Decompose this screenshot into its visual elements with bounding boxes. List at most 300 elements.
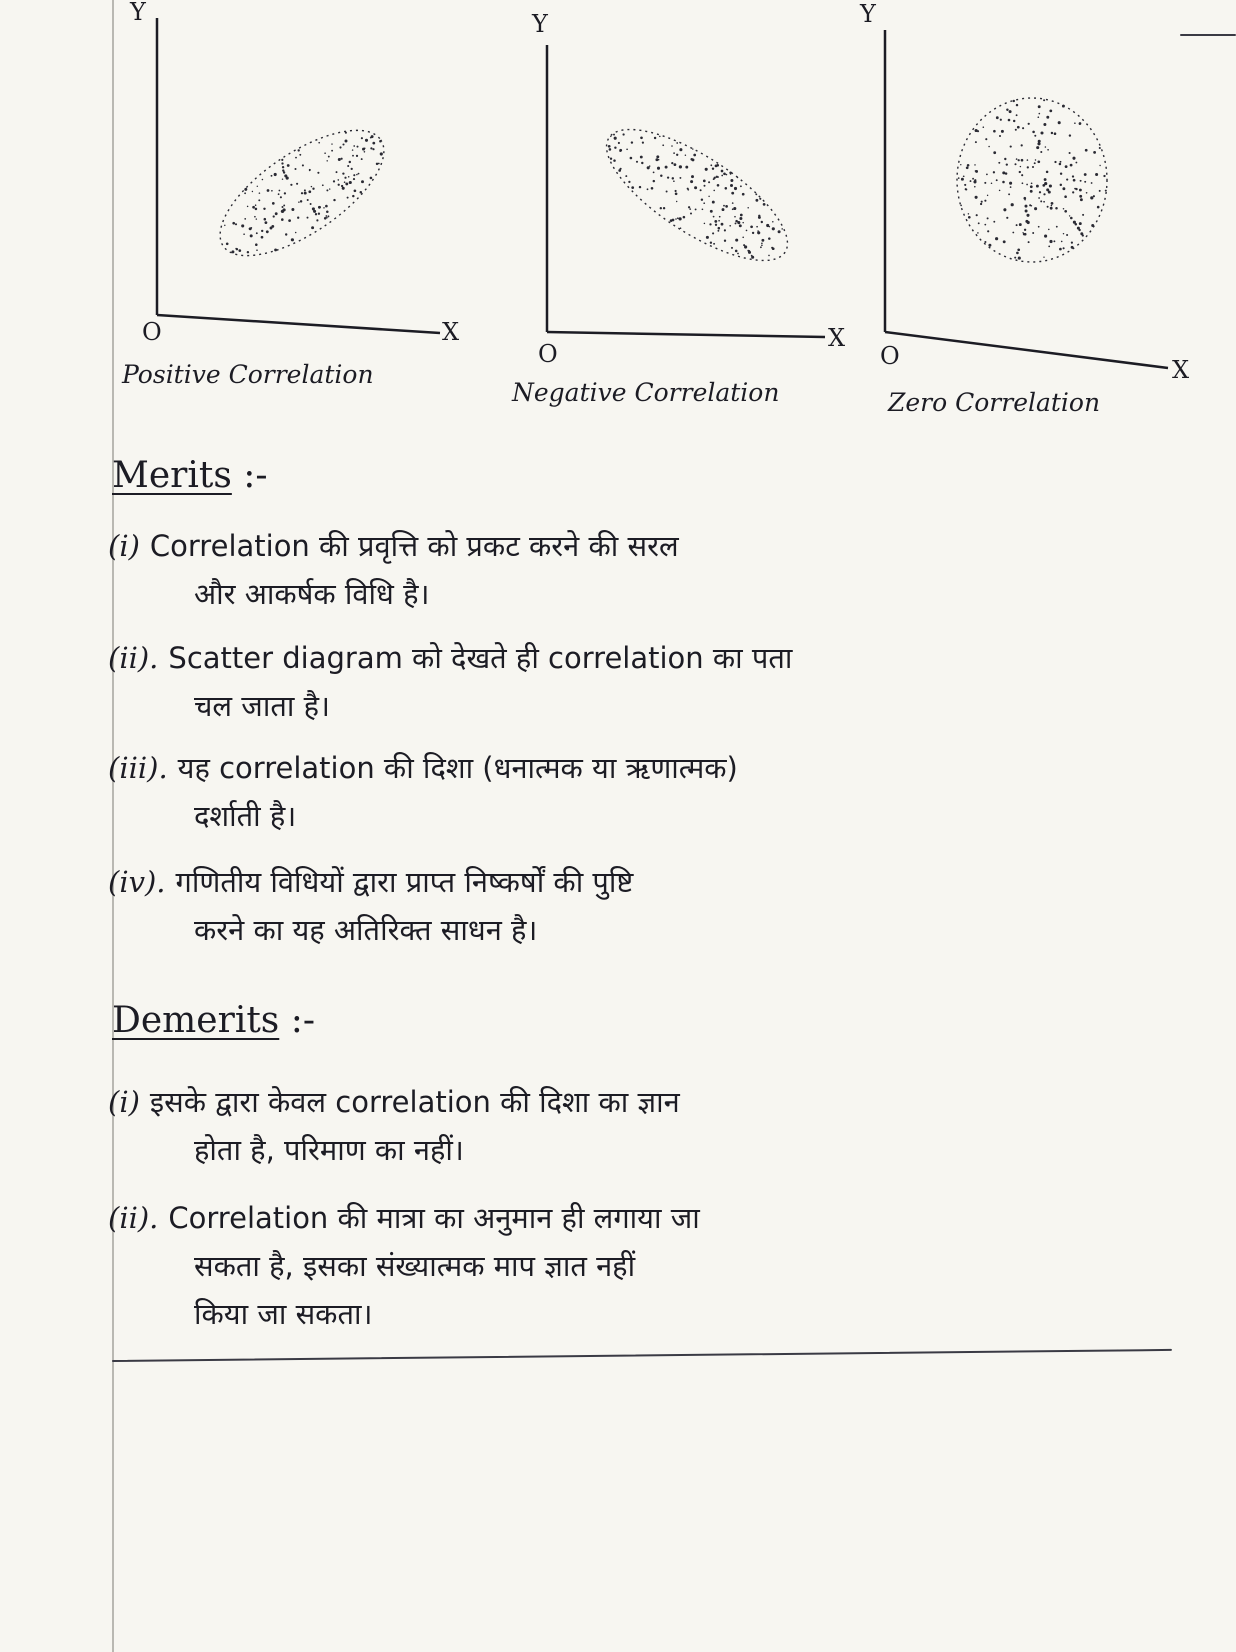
- merits-heading: [112, 455, 268, 496]
- scatter-point: [1038, 226, 1040, 228]
- scatter-point: [1024, 233, 1027, 236]
- scatter-point: [352, 195, 354, 197]
- scatter-point: [1031, 182, 1033, 184]
- scatter-outline: [957, 98, 1107, 262]
- scatter-point: [663, 207, 665, 209]
- scatter-point: [1072, 157, 1075, 160]
- scatter-point: [290, 184, 292, 186]
- scatter-point: [712, 232, 714, 234]
- scatter-point: [264, 218, 267, 221]
- scatter-point: [1036, 185, 1039, 188]
- scatter-point: [1027, 221, 1030, 224]
- demerits-title: Demerits: [112, 1000, 280, 1041]
- scatter-point: [1029, 204, 1031, 206]
- scatter-point: [742, 222, 744, 224]
- demerit-item-2: [108, 1194, 1188, 1338]
- scatter-point: [304, 189, 306, 191]
- scatter-point: [1056, 226, 1058, 228]
- scatter-point: [342, 187, 345, 190]
- scatter-point: [1071, 242, 1073, 244]
- scatter-point: [708, 196, 709, 197]
- scatter-point: [1008, 119, 1011, 122]
- scatter-point: [361, 180, 364, 183]
- scatter-point: [653, 180, 655, 182]
- scatter-point: [1021, 144, 1023, 146]
- scatter-point: [274, 173, 277, 176]
- scatter-point: [1000, 119, 1002, 121]
- demerits-heading: [112, 1000, 315, 1041]
- scatter-point: [631, 186, 634, 189]
- scatter-point: [676, 201, 677, 202]
- scatter-point: [772, 247, 775, 250]
- merit-number: (iv).: [108, 865, 166, 899]
- scatter-point: [679, 148, 682, 151]
- scatter-point: [740, 214, 743, 217]
- scatter-point: [966, 166, 969, 169]
- scatter-point: [247, 206, 249, 208]
- scatter-point: [778, 230, 781, 233]
- plot-negative: [531, 10, 845, 368]
- scatter-point: [1048, 229, 1050, 231]
- scatter-point: [1066, 234, 1068, 236]
- scatter-point: [1105, 190, 1107, 192]
- scatter-point: [1023, 197, 1026, 200]
- scatter-point: [1062, 105, 1065, 108]
- scatter-point: [324, 217, 327, 220]
- scatter-point: [1073, 179, 1076, 182]
- scatter-point: [1099, 147, 1101, 149]
- scatter-point: [1069, 215, 1070, 216]
- scatter-point: [291, 208, 294, 211]
- scatter-point: [298, 201, 300, 203]
- scatter-point: [735, 222, 737, 224]
- scatter-point: [1060, 184, 1062, 186]
- scatter-point: [364, 151, 366, 153]
- scatter-point: [328, 156, 330, 158]
- scatter-point: [675, 218, 677, 220]
- plot-negative-x-label: X: [828, 324, 846, 352]
- scatter-point: [370, 137, 372, 139]
- scatter-point: [676, 142, 678, 144]
- scatter-point: [313, 210, 316, 213]
- scatter-point: [1071, 246, 1074, 249]
- scatter-point: [712, 167, 714, 169]
- scatter-point: [690, 158, 693, 161]
- scatter-point: [1039, 191, 1041, 193]
- scatter-point: [984, 200, 986, 202]
- scatter-point: [300, 200, 302, 202]
- scatter-point: [1021, 174, 1023, 176]
- scatter-point: [274, 248, 277, 251]
- scatter-point: [1034, 135, 1036, 137]
- scatter-point: [1006, 163, 1008, 165]
- scatter-point: [1049, 184, 1052, 187]
- scatter-point: [1002, 171, 1005, 174]
- scatter-point: [614, 146, 616, 148]
- scatter-point: [772, 221, 774, 223]
- scatter-point: [660, 174, 662, 176]
- scatter-point: [1037, 160, 1040, 163]
- scatter-point: [235, 248, 237, 250]
- scatter-point: [769, 226, 770, 227]
- scatter-point: [325, 205, 328, 208]
- scatter-point: [329, 188, 330, 189]
- scatter-point: [1043, 201, 1045, 203]
- scatter-point: [730, 184, 733, 187]
- scatter-point: [1054, 161, 1056, 163]
- scatter-point: [309, 169, 311, 171]
- scatter-point: [683, 216, 686, 219]
- scatter-point: [261, 230, 263, 232]
- scatter-point: [1003, 240, 1006, 243]
- scatter-point: [976, 214, 978, 216]
- merit-number: (ii).: [108, 641, 159, 675]
- scatter-point: [1093, 195, 1095, 197]
- scatter-point: [772, 227, 775, 230]
- scatter-point: [721, 170, 724, 173]
- scatter-point: [713, 243, 715, 245]
- scatter-point: [967, 164, 970, 167]
- scatter-point: [261, 236, 264, 239]
- scatter-point: [724, 229, 726, 231]
- scatter-point: [746, 230, 748, 232]
- scatter-point: [642, 142, 644, 144]
- scatter-point: [226, 242, 229, 245]
- scatter-point: [724, 240, 726, 242]
- scatter-point: [676, 154, 678, 156]
- scatter-point: [231, 250, 234, 253]
- scatter-point: [254, 216, 256, 218]
- scatter-point: [687, 189, 689, 191]
- scatter-point: [1030, 190, 1033, 193]
- scatter-point: [988, 244, 991, 247]
- scatter-point: [243, 233, 245, 235]
- scatter-point: [999, 190, 1001, 192]
- scatter-point: [656, 155, 659, 158]
- scatter-point: [619, 149, 622, 152]
- scatter-point: [272, 202, 275, 205]
- scatter-point: [302, 164, 304, 166]
- scatter-point: [713, 216, 715, 218]
- scatter-point: [319, 206, 321, 208]
- scatter-point: [1019, 171, 1021, 173]
- scatter-point: [660, 207, 662, 209]
- scatter-point: [1099, 165, 1100, 166]
- scatter-point: [1051, 132, 1053, 134]
- scatter-point: [341, 158, 343, 160]
- scatter-point: [298, 149, 300, 151]
- demerits-suffix: :-: [290, 1000, 316, 1041]
- scatter-point: [1035, 159, 1036, 160]
- scatter-point: [983, 126, 985, 128]
- scatter-point: [1091, 224, 1094, 227]
- scatter-point: [235, 223, 237, 225]
- scatter-point: [735, 250, 738, 253]
- scatter-point: [370, 177, 373, 180]
- scatter-point: [1066, 179, 1068, 181]
- scatter-point: [255, 243, 258, 246]
- scatter-point: [1075, 223, 1078, 226]
- scatter-point: [1051, 202, 1054, 205]
- scatter-point: [1028, 241, 1030, 243]
- scatter-point: [675, 192, 678, 195]
- demerit-number: (i): [108, 1085, 140, 1119]
- scatter-point: [1075, 162, 1077, 164]
- scatter-point: [365, 139, 368, 142]
- scatter-point: [284, 192, 286, 194]
- scatter-point: [311, 186, 312, 187]
- scatter-point: [345, 140, 348, 143]
- scatter-point: [356, 174, 357, 175]
- scatter-point: [700, 189, 702, 191]
- scatter-point: [993, 151, 996, 154]
- scatter-point: [690, 180, 693, 183]
- scatter-point: [709, 223, 711, 225]
- scatter-point: [730, 173, 732, 175]
- scatter-point: [667, 176, 669, 178]
- scatter-point: [647, 188, 649, 190]
- scatter-point: [1097, 206, 1100, 209]
- scatter-point: [283, 208, 286, 211]
- plot-positive: [129, 0, 459, 346]
- scatter-point: [326, 189, 328, 191]
- scatter-point: [703, 180, 706, 183]
- scatter-point: [1004, 158, 1006, 160]
- scatter-point: [1084, 181, 1086, 183]
- scatter-point: [975, 196, 978, 199]
- scatter-point: [1063, 233, 1064, 234]
- scatter-point: [986, 174, 988, 176]
- scatter-point: [748, 251, 751, 254]
- scatter-point: [630, 157, 633, 160]
- scatter-point: [291, 238, 294, 241]
- demerit-text-line3: किया जा सकता।: [194, 1297, 373, 1331]
- merit-text-line2: दर्शाती है।: [194, 799, 297, 833]
- scatter-point: [710, 164, 712, 166]
- scatter-point: [756, 226, 758, 228]
- scatter-point: [996, 116, 999, 119]
- scatter-point: [670, 219, 673, 222]
- scatter-point: [1074, 122, 1076, 124]
- scatter-point: [275, 212, 278, 215]
- merit-item-2: [108, 634, 1188, 730]
- scatter-point: [1095, 173, 1098, 176]
- scatter-point: [1099, 190, 1101, 192]
- scatter-point: [257, 186, 258, 187]
- scatter-point: [614, 137, 617, 140]
- scatter-point: [284, 174, 287, 177]
- scatter-point: [1049, 240, 1052, 243]
- scatter-point: [641, 162, 643, 164]
- scatter-point: [1080, 180, 1082, 182]
- scatter-point: [712, 201, 715, 204]
- scatter-point: [740, 185, 742, 187]
- scatter-point: [1022, 127, 1024, 129]
- scatter-point: [244, 218, 246, 220]
- scatter-point: [353, 145, 355, 147]
- scatter-point: [1030, 185, 1033, 188]
- scatter-point: [706, 236, 709, 239]
- scatter-point: [692, 148, 693, 149]
- scatter-point: [1018, 257, 1021, 260]
- scatter-point: [1093, 151, 1096, 154]
- scatter-point: [1091, 182, 1093, 184]
- scatter-point: [331, 143, 332, 144]
- scatter-point: [737, 253, 739, 255]
- plot-positive-x-axis: [157, 315, 440, 333]
- scatter-point: [283, 204, 285, 206]
- scatter-point: [1047, 149, 1049, 151]
- scatter-point: [356, 155, 358, 157]
- scatter-point: [1002, 181, 1005, 184]
- scatter-outline: [588, 106, 806, 284]
- scatter-point: [613, 134, 615, 136]
- plot-positive-y-label: Y: [130, 0, 146, 26]
- scatter-point: [715, 224, 717, 226]
- scatter-point: [1082, 214, 1084, 216]
- scatter-point: [975, 170, 977, 172]
- scatter-point: [282, 169, 284, 171]
- caption-negative-correlation: Negative Correlation: [512, 378, 780, 407]
- scatter-point: [963, 175, 965, 177]
- scatter-point: [278, 193, 280, 195]
- scatter-point: [1064, 210, 1067, 213]
- scatter-point: [1012, 232, 1014, 234]
- scatter-point: [342, 172, 344, 174]
- scatter-point: [636, 161, 638, 163]
- scatter-point: [1065, 165, 1068, 168]
- scatter-point: [1040, 131, 1043, 134]
- scatter-point: [280, 196, 282, 198]
- scatter-point: [718, 227, 721, 230]
- scatter-point: [739, 224, 742, 227]
- scatter-point: [640, 136, 643, 139]
- merit-text-line2: करने का यह अतिरिक्त साधन है।: [194, 913, 538, 947]
- scatter-point: [735, 239, 738, 242]
- merit-number: (iii).: [108, 751, 168, 785]
- plot-positive-origin: O: [142, 318, 162, 346]
- scatter-point: [345, 182, 348, 185]
- scatter-point: [326, 211, 329, 214]
- scatter-point: [1028, 123, 1030, 125]
- scatter-point: [345, 132, 347, 134]
- scatter-point: [344, 181, 346, 183]
- scatter-point: [694, 186, 697, 189]
- scatter-point: [757, 231, 760, 234]
- scatter-point: [308, 190, 311, 193]
- caption-positive-correlation: Positive Correlation: [122, 360, 374, 389]
- scatter-point: [336, 171, 338, 173]
- scatter-point: [975, 129, 978, 132]
- scatter-point: [1038, 197, 1040, 199]
- scatter-point: [1014, 257, 1016, 259]
- scatter-point: [679, 165, 682, 168]
- scatter-point: [732, 202, 734, 204]
- scatter-point: [352, 155, 354, 157]
- scatter-point: [1037, 116, 1039, 118]
- scatter-point: [662, 144, 664, 146]
- scatter-point: [378, 163, 380, 165]
- scatter-point: [316, 219, 318, 221]
- scatter-point: [1064, 195, 1067, 198]
- scatter-point: [372, 142, 375, 145]
- scatter-point: [1060, 172, 1062, 174]
- scatter-point: [1060, 161, 1062, 163]
- scatter-point: [759, 198, 761, 200]
- scatter-point: [747, 207, 749, 209]
- scatter-point: [713, 190, 715, 192]
- scatter-point: [626, 148, 628, 150]
- scatter-point: [361, 158, 363, 160]
- scatter-point: [281, 218, 284, 221]
- scatter-point: [977, 232, 979, 234]
- scatter-point: [760, 246, 762, 248]
- scatter-point: [757, 230, 758, 231]
- scatter-point: [347, 165, 349, 167]
- scatter-point: [731, 247, 733, 249]
- scatter-point: [295, 232, 297, 234]
- scatter-point: [755, 193, 757, 195]
- scatter-point: [742, 237, 744, 239]
- scatter-point: [993, 171, 995, 173]
- scatter-point: [726, 174, 728, 176]
- scatter-point: [737, 177, 739, 179]
- header-rule: [1180, 34, 1236, 36]
- scatter-point: [688, 206, 690, 208]
- scatter-point: [610, 136, 611, 137]
- scatter-point: [690, 212, 692, 214]
- scatter-point: [1014, 163, 1016, 165]
- plot-zero-y-label: Y: [860, 0, 876, 28]
- scatter-point: [1006, 109, 1008, 111]
- caption-zero-correlation: Zero Correlation: [888, 388, 1101, 417]
- scatter-point: [984, 182, 986, 184]
- scatter-point: [265, 221, 268, 224]
- scatter-point: [347, 197, 349, 199]
- scatter-point: [258, 199, 260, 201]
- scatter-point: [304, 192, 307, 195]
- scatter-point: [704, 185, 706, 187]
- scatter-point: [996, 179, 998, 181]
- scatter-point: [297, 217, 299, 219]
- scatter-point: [689, 208, 691, 210]
- scatter-point: [985, 138, 987, 140]
- scatter-point: [714, 220, 717, 223]
- scatter-point: [1058, 121, 1061, 124]
- scatter-point: [372, 148, 374, 150]
- scatter-point: [361, 137, 363, 139]
- scatter-point: [281, 159, 283, 161]
- scatter-point: [961, 178, 964, 181]
- scatter-point: [285, 233, 287, 235]
- scatter-point: [993, 130, 996, 133]
- scatter-point: [710, 242, 712, 244]
- scatter-point: [1062, 187, 1065, 190]
- scatter-point: [1048, 191, 1051, 194]
- scatter-point: [353, 174, 355, 176]
- scatter-point: [1070, 164, 1073, 167]
- scatter-point: [357, 146, 359, 148]
- scatter-point: [984, 241, 986, 243]
- scatter-point: [995, 237, 998, 240]
- scatter-point: [1049, 110, 1052, 113]
- scatter-point: [608, 146, 610, 148]
- scatter-point: [1016, 252, 1019, 255]
- scatter-point: [987, 230, 989, 232]
- scatter-point: [999, 135, 1001, 137]
- scatter-point: [751, 256, 754, 259]
- scatter-point: [1021, 159, 1024, 162]
